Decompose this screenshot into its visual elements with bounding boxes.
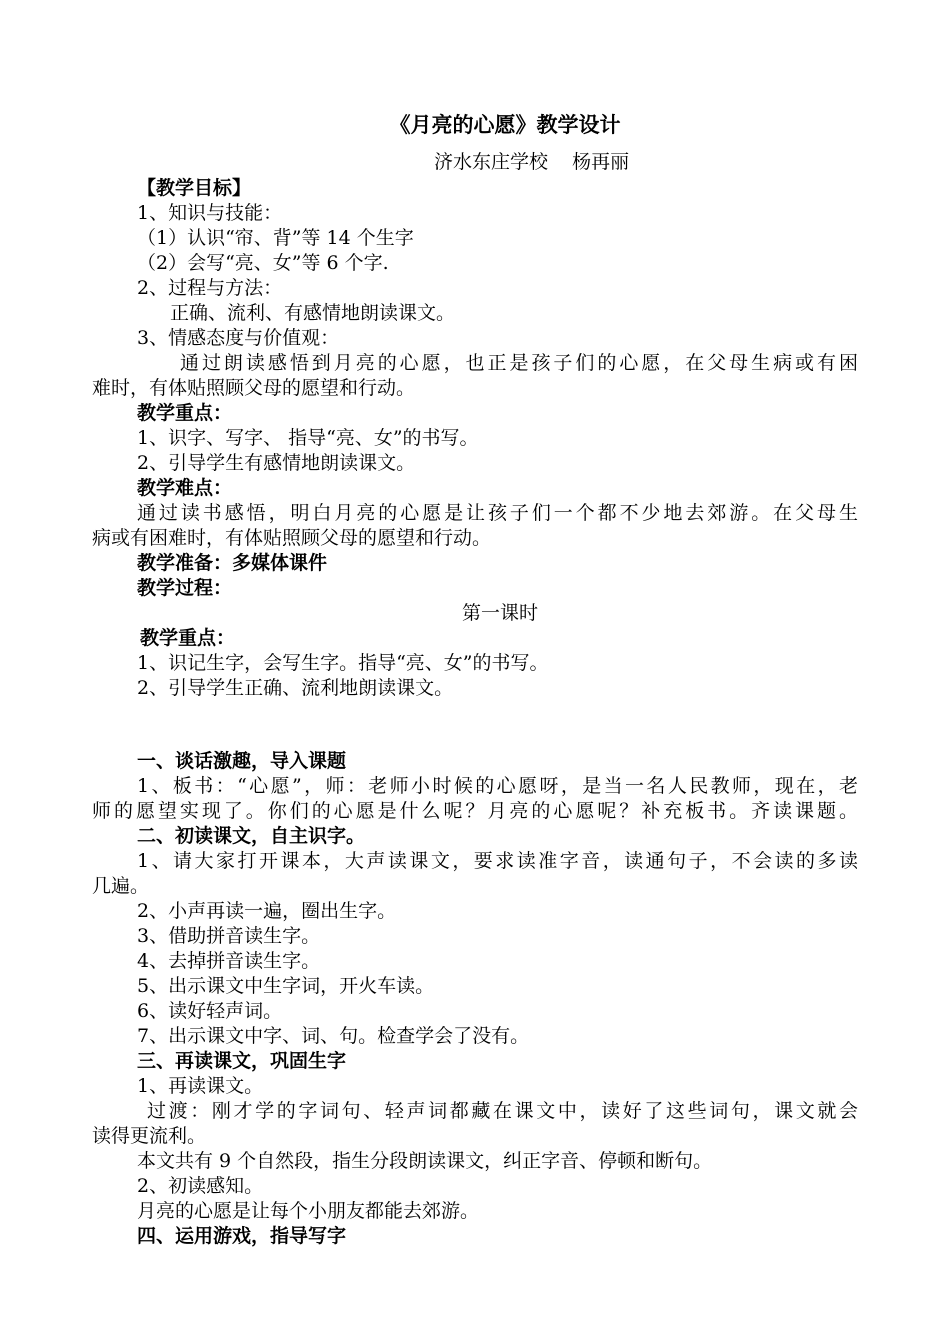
section-3-transition-line-2: 读得更流利。 bbox=[92, 1125, 207, 1147]
section-2-item-4: 4、去掉拼音读生字。 bbox=[137, 950, 321, 972]
process-heading: 教学过程： bbox=[137, 577, 233, 599]
section-3-paragraph: 本文共有 9 个自然段，指生分段朗读课文，纠正字音、停顿和断句。 bbox=[137, 1150, 713, 1172]
goal-2: 2、过程与方法： bbox=[137, 277, 283, 299]
goal-3-text-line-1: 通过朗读感悟到月亮的心愿，也正是孩子们的心愿，在父母生病或有困 bbox=[180, 352, 858, 374]
goal-2-text: 正确、流利、有感情地朗读课文。 bbox=[170, 302, 456, 324]
goal-1: 1、知识与技能： bbox=[137, 202, 283, 224]
section-4-heading: 四、运用游戏，指导写字 bbox=[137, 1225, 347, 1247]
section-3-item-2: 2、初读感知。 bbox=[137, 1175, 264, 1197]
section-3-item-2-text: 月亮的心愿是让每个小朋友都能去郊游。 bbox=[137, 1200, 480, 1222]
section-3-item-1: 1、再读课文。 bbox=[137, 1075, 264, 1097]
section-2-item-5: 5、出示课文中生字词，开火车读。 bbox=[137, 975, 435, 997]
section-2-item-6: 6、读好轻声词。 bbox=[137, 1000, 283, 1022]
goals-heading: 【教学目标】 bbox=[137, 177, 252, 199]
section-3-transition-line-1: 过渡：刚才学的字词句、轻声词都藏在课文中，读好了这些词句，课文就会 bbox=[147, 1100, 858, 1122]
key-point-1: 1、识字、写字、 指导“亮、女”的书写。 bbox=[137, 427, 479, 449]
difficulty-heading: 教学难点： bbox=[137, 477, 233, 499]
section-1-heading: 一、谈话激趣，导入课题 bbox=[137, 750, 347, 772]
goal-3-text-line-2: 难时，有体贴照顾父母的愿望和行动。 bbox=[92, 377, 416, 399]
difficulty-line-1: 通过读书感悟，明白月亮的心愿是让孩子们一个都不少地去郊游。在父母生 bbox=[137, 502, 858, 524]
goal-1-b: （2）会写“亮、女”等 6 个字. bbox=[137, 252, 389, 274]
lesson-key-1: 1、识记生字，会写生字。指导“亮、女”的书写。 bbox=[137, 652, 549, 674]
difficulty-line-2: 病或有困难时，有体贴照顾父母的愿望和行动。 bbox=[92, 527, 492, 549]
section-2-item-7: 7、出示课文中字、词、句。检查学会了没有。 bbox=[137, 1025, 530, 1047]
section-2-item-3: 3、借助拼音读生字。 bbox=[137, 925, 321, 947]
section-2-heading: 二、初读课文，自主识字。 bbox=[137, 825, 366, 847]
section-3-heading: 三、再读课文，巩固生字 bbox=[137, 1050, 347, 1072]
section-2-item-1-line-2: 几遍。 bbox=[92, 875, 150, 897]
doc-author: 济水东庄学校 杨再丽 bbox=[434, 151, 630, 173]
lesson-title: 第一课时 bbox=[461, 602, 538, 624]
key-points-heading: 教学重点： bbox=[137, 402, 233, 424]
section-2-item-1-line-1: 1、请大家打开课本，大声读课文，要求读准字音，读通句子，不会读的多读 bbox=[137, 850, 858, 872]
goal-1-a: （1）认识“帘、背”等 14 个生字 bbox=[137, 227, 414, 249]
key-point-2: 2、引导学生有感情地朗读课文。 bbox=[137, 452, 416, 474]
doc-title: 《月亮的心愿》教学设计 bbox=[389, 112, 621, 137]
section-1-item-1-line-1: 1、板书：“心愿”，师：老师小时候的心愿呀，是当一名人民教师，现在，老 bbox=[137, 775, 858, 797]
lesson-key-2: 2、引导学生正确、流利地朗读课文。 bbox=[137, 677, 454, 699]
goal-3: 3、情感态度与价值观： bbox=[137, 327, 340, 349]
preparation: 教学准备：多媒体课件 bbox=[137, 552, 328, 574]
lesson-key-heading: 教学重点： bbox=[140, 627, 236, 649]
section-2-item-2: 2、小声再读一遍，圈出生字。 bbox=[137, 900, 397, 922]
section-1-item-1-line-2: 师的愿望实现了。你们的心愿是什么呢？月亮的心愿呢？补充板书。齐读课题。 bbox=[92, 800, 858, 822]
